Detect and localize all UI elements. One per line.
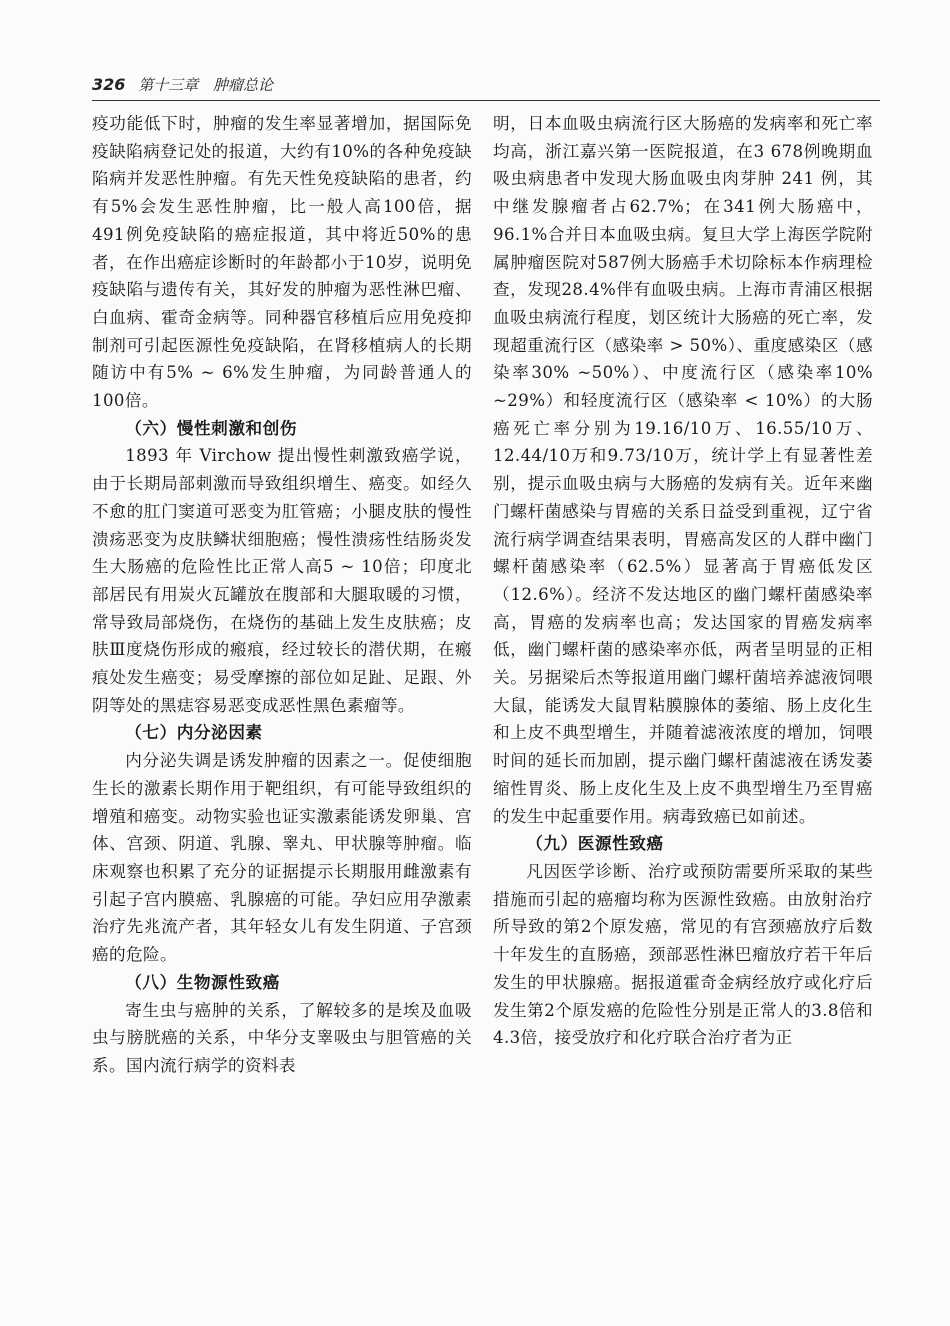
paragraph-parasites: 寄生虫与癌肿的关系，了解较多的是埃及血吸虫与膀胱癌的关系，中华分支睾吸虫与胆管癌的关系。国内流行病学的资料表 — [92, 1000, 472, 1075]
left-column — [92, 110, 472, 1080]
right-column — [493, 110, 873, 1052]
page-header — [92, 74, 872, 100]
chapter-title: 肿瘤总论 — [212, 76, 273, 94]
chapter-label: 第十三章 — [138, 76, 199, 94]
paragraph-schistosomiasis: 明，日本血吸虫病流行区大肠癌的发病率和死亡率均高，浙江嘉兴第一医院报道，在3 678例晚期血吸虫病患者中发现大肠血吸虫肉芽肿 241 例，其中继发腺瘤者占62.7%；在341例大肠癌中，96.1%合并日本血吸虫病。复旦大学上海医学院附属肿瘤医院对587例大肠癌手术切除标本作病理检查，发现28.4%伴有血吸虫病。上海市青浦区根据血吸虫病流行程度，划区统计大肠癌的死亡率，发现超重流行区（感染率 > 50%）、重度感染区（感染率30% ~50%）、中度流行区（感染率10% ~29%）和轻度流行区（感染率 < 10%）的大肠癌死亡率分别为19.16/10万、16.55/10万、12.44/10万和9.73/10万，统计学上有显著性差别，提示血吸虫病与大肠癌的发病有关。近年来幽门螺杆菌感染与胃癌的关系日益受到重视，辽宁省流行病学调查结果表明，胃癌高发区的人群中幽门螺杆菌感染率（62.5%）显著高于胃癌低发区（12.6%）。经济不发达地区的幽门螺杆菌感染率高，胃癌的发病率也高；发达国家的胃癌发病率低，幽门螺杆菌的感染率亦低，两者呈明显的正相关。另据梁后杰等报道用幽门螺杆菌培养滤液饲喂大鼠，能诱发大鼠胃粘膜腺体的萎缩、肠上皮化生和上皮不典型增生，并随着滤液浓度的增加，饲喂时间的延长而加剧，提示幽门螺杆菌滤液在诱发萎缩性胃炎、肠上皮化生及上皮不典型增生乃至胃癌的发生中起重要作用。病毒致癌已如前述。 — [493, 114, 873, 826]
section-heading-6: （六）慢性刺激和创伤 — [125, 418, 298, 438]
section-heading-7: （七）内分泌因素 — [125, 723, 263, 743]
section-heading-8: （八）生物源性致癌 — [125, 972, 280, 992]
header-rule — [92, 100, 880, 101]
page-number: 326 — [92, 75, 126, 94]
paragraph-iatrogenic: 凡因医学诊断、治疗或预防需要所采取的某些措施而引起的癌瘤均称为医源性致癌。由放射治疗所导致的第2个原发癌，常见的有宫颈癌放疗后数十年发生的直肠癌，颈部恶性淋巴瘤放疗若干年后发生的甲状腺癌。据报道霍奇金病经放疗或化疗后发生第2个原发癌的危险性分别是正常人的3.8倍和4.3倍，接受放疗和化疗联合治疗者为正 — [493, 861, 873, 1048]
paragraph-immunodeficiency: 疫功能低下时，肿瘤的发生率显著增加，据国际免疫缺陷病登记处的报道，大约有10%的各种免疫缺陷病并发恶性肿瘤。有先天性免疫缺陷的患者，约有5%会发生恶性肿瘤，比一般人高100倍，据491例免疫缺陷的癌症报道，其中将近50%的患者，在作出癌症诊断时的年龄都小于10岁，说明免疫缺陷与遗传有关，其好发的肿瘤为恶性淋巴瘤、白血病、霍奇金病等。同种器官移植后应用免疫抑制剂可引起医源性免疫缺陷，在肾移植病人的长期随访中有5% ~ 6%发生肿瘤，为同龄普通人的100倍。 — [92, 114, 472, 411]
paragraph-chronic-irritation: 1893 年 Virchow 提出慢性刺激致癌学说，由于长期局部刺激而导致组织增生、癌变。如经久不愈的肛门窦道可恶变为肛管癌；小腿皮肤的慢性溃疡恶变为皮肤鳞状细胞癌；慢性溃疡性结肠炎发生大肠癌的危险性比正常人高5 ~ 10倍；印度北部居民有用炭火瓦罐放在腹部和大腿取暖的习惯，常导致局部烧伤，在烧伤的基础上发生皮肤癌；皮肤Ⅲ度烧伤形成的瘢痕，经过较长的潜伏期，在瘢痕处发生癌变；易受摩擦的部位如足趾、足跟、外阴等处的黑痣容易恶变成恶性黑色素瘤等。 — [92, 446, 472, 715]
paragraph-endocrine: 内分泌失调是诱发肿瘤的因素之一。促使细胞生长的激素长期作用于靶组织，有可能导致组织的增殖和癌变。动物实验也证实激素能诱发卵巢、宫体、宫颈、阴道、乳腺、睾丸、甲状腺等肿瘤。临床观察也积累了充分的证据提示长期服用雌激素有引起子宫内膜癌、乳腺癌的可能。孕妇应用孕激素治疗先兆流产者，其年轻女儿有发生阴道、子宫颈癌的危险。 — [92, 751, 472, 965]
section-heading-9: （九）医源性致癌 — [526, 834, 664, 854]
